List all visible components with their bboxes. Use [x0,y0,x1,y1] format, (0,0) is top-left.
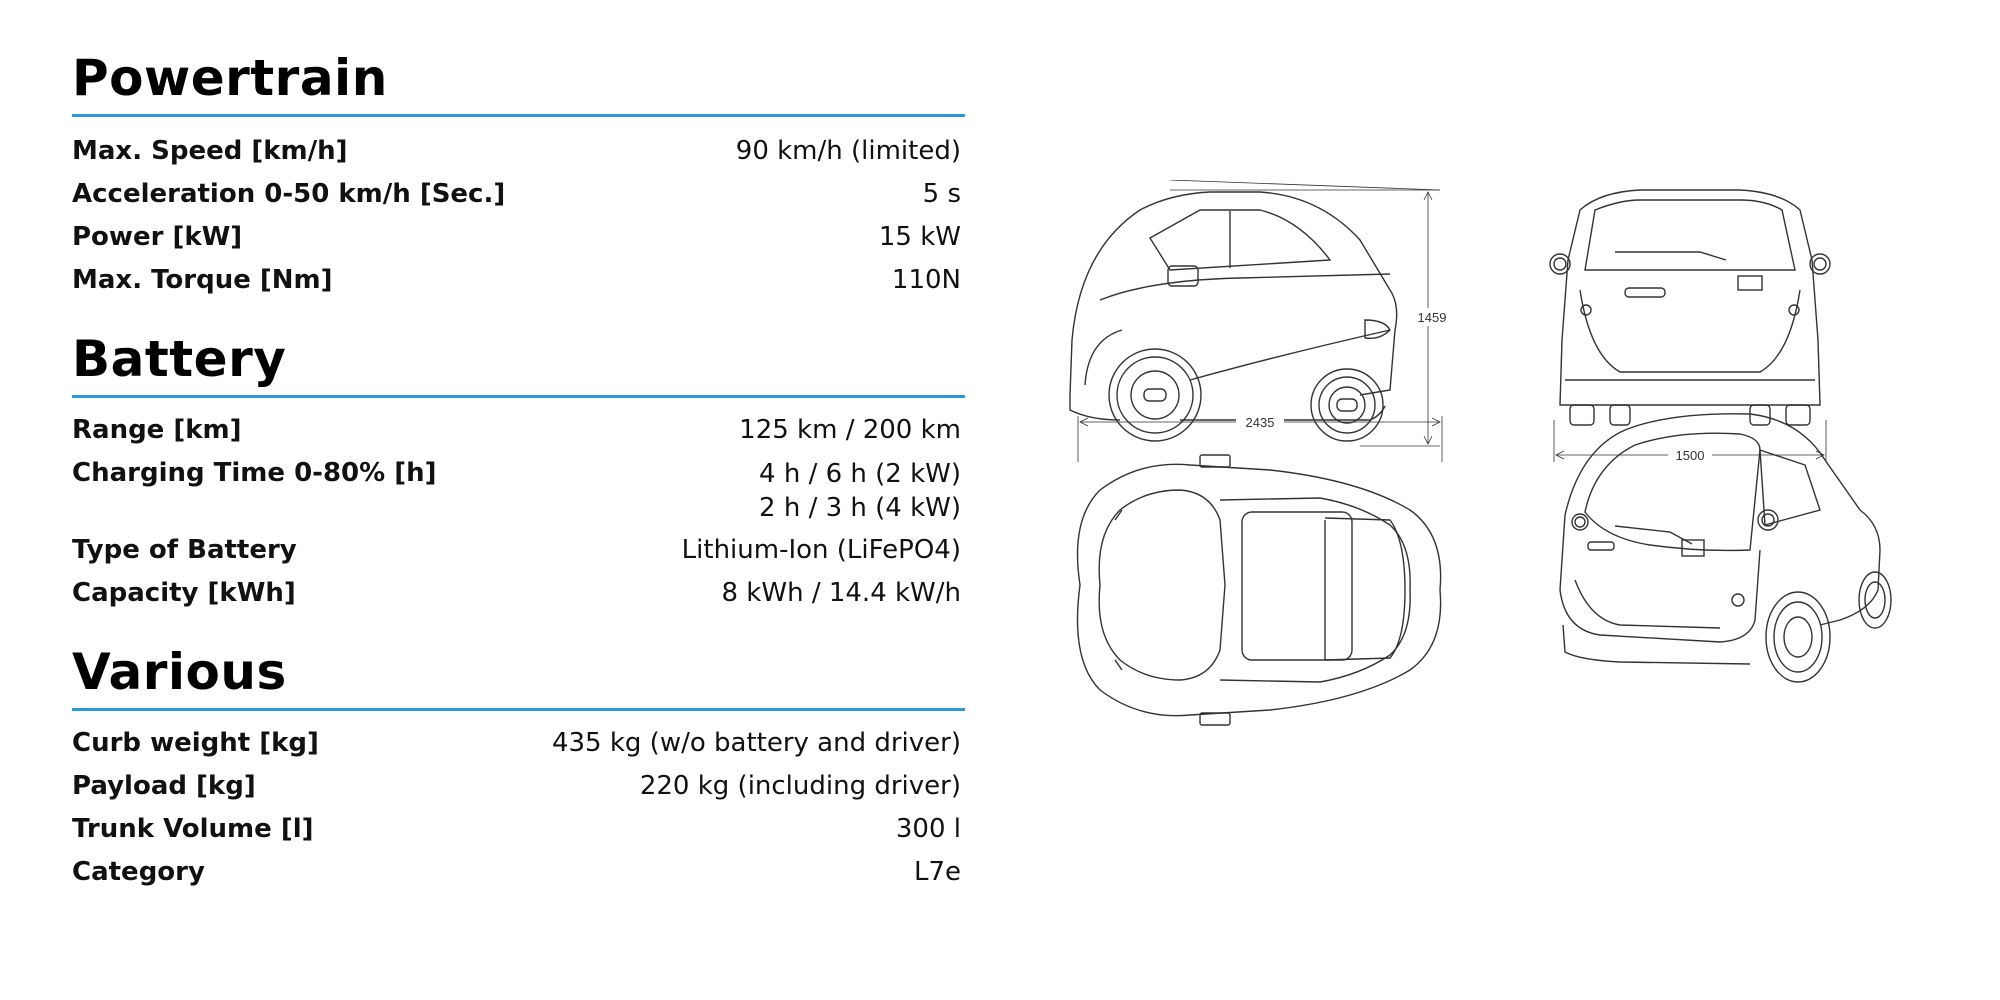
spec-value: 5 s [922,179,961,209]
side-view-drawing [1070,180,1440,446]
spec-row [72,534,965,577]
spec-row [72,577,965,620]
section-title-battery: Battery [72,330,287,388]
spec-row [72,813,965,856]
powertrain-section [72,48,965,307]
spec-row [72,457,965,534]
spec-label: Type of Battery [72,535,297,565]
section-divider [72,708,965,711]
spec-value: 110N [891,265,961,295]
vehicle-drawings [1060,180,1960,840]
section-title-powertrain: Powertrain [72,49,388,107]
spec-value: 300 l [895,814,961,844]
height-dimension-label: 1459 [1417,310,1447,325]
spec-value [759,457,965,525]
spec-value: L7e [913,857,961,887]
spec-value-line: 2 h / 3 h (4 kW) [759,493,961,523]
width-dimension-label: 1500 [1675,448,1705,463]
battery-section [72,329,965,620]
spec-value: 220 kg (including driver) [639,771,961,801]
specs-panel [72,48,965,899]
spec-value: 90 km/h (limited) [735,136,961,166]
spec-row [72,414,965,457]
spec-row [72,178,965,221]
spec-value-line: 4 h / 6 h (2 kW) [759,459,961,489]
spec-value: Lithium-Ion (LiFePO4) [681,535,961,565]
spec-row [72,135,965,178]
various-section [72,642,965,899]
section-title-various: Various [72,643,287,701]
spec-label: Category [72,857,205,887]
spec-label: Power [kW] [72,222,243,252]
section-divider [72,395,965,398]
perspective-view-drawing [1560,414,1891,682]
spec-row [72,221,965,264]
spec-label: Max. Torque [Nm] [72,265,333,295]
spec-row [72,727,965,770]
spec-row [72,770,965,813]
spec-label: Range [km] [72,415,242,445]
spec-label: Charging Time 0-80% [h] [72,458,437,488]
section-divider [72,114,965,117]
spec-label: Curb weight [kg] [72,728,319,758]
spec-label: Max. Speed [km/h] [72,136,348,166]
spec-value: 125 km / 200 km [739,415,961,445]
spec-label: Trunk Volume [l] [72,814,314,844]
front-view-drawing [1550,190,1830,462]
spec-row [72,856,965,899]
spec-value: 435 kg (w/o battery and driver) [551,728,961,758]
spec-value: 8 kWh / 14.4 kW/h [721,578,961,608]
top-view-drawing [1078,416,1443,725]
spec-row [72,264,965,307]
spec-label: Acceleration 0-50 km/h [Sec.] [72,179,506,209]
spec-label: Payload [kg] [72,771,256,801]
length-dimension-label: 2435 [1245,415,1275,430]
spec-label: Capacity [kWh] [72,578,296,608]
spec-value: 15 kW [878,222,961,252]
